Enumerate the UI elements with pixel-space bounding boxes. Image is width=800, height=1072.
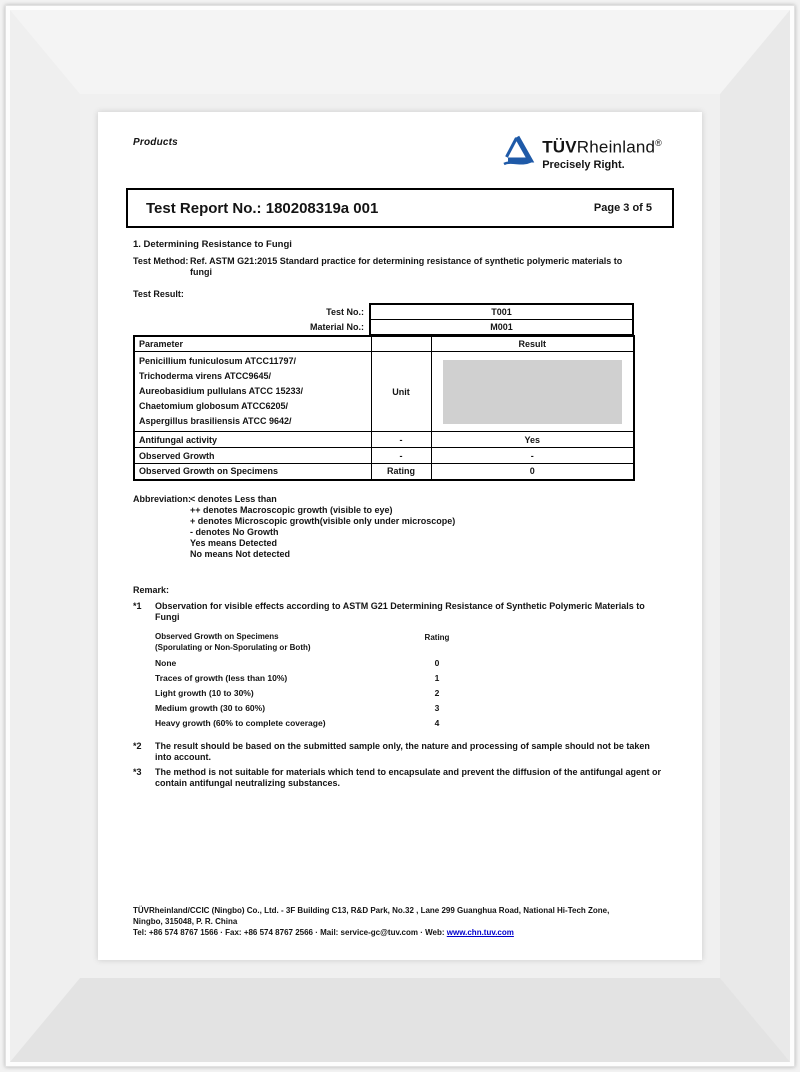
rating-row bbox=[155, 673, 505, 684]
rating-row-value: 3 bbox=[434, 702, 440, 713]
abbreviation-line: ++ denotes Macroscopic growth (visible to eye) bbox=[190, 504, 393, 515]
logo-tagline: Precisely Right. bbox=[542, 158, 625, 171]
sample-id-table bbox=[133, 303, 634, 335]
parameter-cell: Observed Growth on Specimens bbox=[134, 464, 371, 480]
rating-header: Rating bbox=[424, 632, 450, 642]
remark-text: The method is not suitable for materials which tend to encapsulate and prevent the diffusion of the antifungal agent or contain antifungal neutralizing substances. bbox=[155, 766, 662, 788]
remark-marker: *1 bbox=[133, 600, 142, 611]
rating-row-value: 4 bbox=[434, 717, 440, 728]
logo-rheinland: Rheinland bbox=[576, 137, 656, 157]
rating-row-label: Medium growth (30 to 60%) bbox=[155, 702, 266, 713]
organism-list bbox=[134, 352, 371, 432]
unit-header-empty bbox=[371, 336, 431, 352]
section-heading: 1. Determining Resistance to Fungi bbox=[133, 239, 292, 250]
abbreviation-line: + denotes Microscopic growth(visible only under microscope) bbox=[190, 515, 456, 526]
table-row bbox=[134, 464, 634, 480]
rating-row-label: Heavy growth (60% to complete coverage) bbox=[155, 717, 326, 728]
rating-row-label: Light growth (10 to 30%) bbox=[155, 687, 254, 698]
unit-cell: - bbox=[371, 432, 431, 448]
footer-address-line2: Ningbo, 315048, P. R. China bbox=[133, 917, 238, 926]
rating-header-line1: Observed Growth on Specimens bbox=[155, 631, 279, 641]
result-table bbox=[133, 335, 635, 481]
report-page bbox=[98, 112, 702, 960]
material-no-label: Material No.: bbox=[309, 321, 364, 332]
material-no-value: M001 bbox=[370, 319, 633, 334]
abbreviation-line: Yes means Detected bbox=[190, 537, 278, 548]
report-title-box bbox=[126, 188, 674, 228]
table-row bbox=[133, 319, 633, 334]
rating-table bbox=[155, 631, 505, 729]
test-result-label: Test Result: bbox=[133, 289, 184, 299]
footer-contact-text: Tel: +86 574 8767 1566 · Fax: +86 574 8767 2566 · Mail: service-gc@tuv.com · Web: bbox=[133, 928, 445, 937]
footer-contact-line bbox=[133, 927, 672, 938]
rating-row bbox=[155, 703, 505, 714]
parameter-cell: Observed Growth bbox=[134, 448, 371, 464]
test-no-value: T001 bbox=[370, 304, 633, 319]
rating-row-value: 0 bbox=[434, 657, 440, 668]
footer-address-line1: TÜVRheinland/CCIC (Ningbo) Co., Ltd. - 3F Building C13, R&D Park, No.32 , Lane 299 Guanghua Road, National Hi-Tech Zone, bbox=[133, 906, 610, 915]
footer-web-link[interactable]: www.chn.tuv.com bbox=[446, 928, 514, 937]
result-table-area bbox=[98, 299, 702, 481]
report-number: Test Report No.: 180208319a 001 bbox=[146, 199, 379, 217]
rating-row bbox=[155, 658, 505, 669]
organism-item: Trichoderma virens ATCC9645/ bbox=[139, 371, 272, 381]
logo-text bbox=[542, 134, 662, 171]
page-header bbox=[98, 112, 702, 172]
abbreviation-lines bbox=[190, 494, 455, 560]
remark-text: The result should be based on the submitted sample only, the nature and processing of sample should not be taken into account. bbox=[155, 740, 650, 762]
redacted-block bbox=[443, 360, 623, 424]
rating-header-label bbox=[155, 631, 407, 653]
remark-item bbox=[133, 601, 667, 623]
table-header-row bbox=[134, 336, 634, 352]
rating-row-label: None bbox=[155, 657, 177, 668]
rating-row bbox=[155, 688, 505, 699]
unit-cell: Rating bbox=[371, 464, 431, 480]
rating-row-value: 2 bbox=[434, 687, 440, 698]
remark-marker: *2 bbox=[133, 740, 142, 751]
abbreviation-block bbox=[98, 481, 702, 560]
result-cell: - bbox=[431, 448, 634, 464]
products-label: Products bbox=[133, 137, 178, 148]
organism-item: Chaetomium globosum ATCC6205/ bbox=[139, 401, 289, 411]
test-no-label: Test No.: bbox=[326, 306, 364, 317]
unit-cell: Unit bbox=[371, 352, 431, 432]
rating-row-value: 1 bbox=[434, 672, 440, 683]
remark-block bbox=[98, 560, 702, 789]
test-method-text: Ref. ASTM G21:2015 Standard practice for determining resistance of synthetic polymeric materials to fungi bbox=[190, 256, 623, 277]
rating-table-header bbox=[155, 631, 505, 653]
table-row bbox=[134, 448, 634, 464]
page-footer bbox=[133, 905, 672, 938]
rating-row-label: Traces of growth (less than 10%) bbox=[155, 672, 288, 683]
result-header: Result bbox=[431, 336, 634, 352]
abbreviation-line: < denotes Less than bbox=[190, 493, 277, 504]
rating-header-line2: (Sporulating or Non-Sporulating or Both) bbox=[155, 642, 311, 652]
test-method-row bbox=[133, 256, 667, 278]
abbreviation-line: No means Not detected bbox=[190, 548, 291, 559]
page-indicator: Page 3 of 5 bbox=[593, 202, 652, 214]
organism-item: Penicillium funiculosum ATCC11797/ bbox=[139, 356, 297, 366]
redacted-result-cell bbox=[431, 352, 634, 432]
picture-frame bbox=[5, 5, 795, 1067]
result-cell: 0 bbox=[431, 464, 634, 480]
abbreviation-line: - denotes No Growth bbox=[190, 526, 279, 537]
result-cell: Yes bbox=[431, 432, 634, 448]
remark-text: Observation for visible effects according to ASTM G21 Determining Resistance of Synthetic Polymeric Materials to Fungi bbox=[155, 600, 645, 622]
section-intro bbox=[98, 228, 702, 299]
registered-mark: ® bbox=[655, 138, 662, 148]
remark-item bbox=[133, 741, 667, 763]
abbreviation-label: Abbreviation: bbox=[133, 493, 192, 504]
table-row bbox=[133, 304, 633, 319]
organism-item: Aureobasidium pullulans ATCC 15233/ bbox=[139, 386, 304, 396]
organism-item: Aspergillus brasiliensis ATCC 9642/ bbox=[139, 416, 292, 426]
frame-bevel bbox=[10, 10, 790, 1062]
unit-cell: - bbox=[371, 448, 431, 464]
remark-marker: *3 bbox=[133, 766, 142, 777]
table-row bbox=[134, 432, 634, 448]
rating-row bbox=[155, 718, 505, 729]
fungi-row bbox=[134, 352, 634, 432]
logo-wordmark bbox=[542, 134, 662, 157]
remark-label: Remark: bbox=[133, 584, 170, 595]
remark-item bbox=[133, 767, 667, 789]
logo-tuv: TÜV bbox=[542, 137, 577, 157]
parameter-header: Parameter bbox=[134, 336, 371, 352]
tuv-rheinland-logo bbox=[499, 134, 662, 172]
parameter-cell: Antifungal activity bbox=[134, 432, 371, 448]
tuv-triangle-icon bbox=[499, 134, 535, 172]
test-method-label: Test Method: bbox=[133, 256, 189, 266]
